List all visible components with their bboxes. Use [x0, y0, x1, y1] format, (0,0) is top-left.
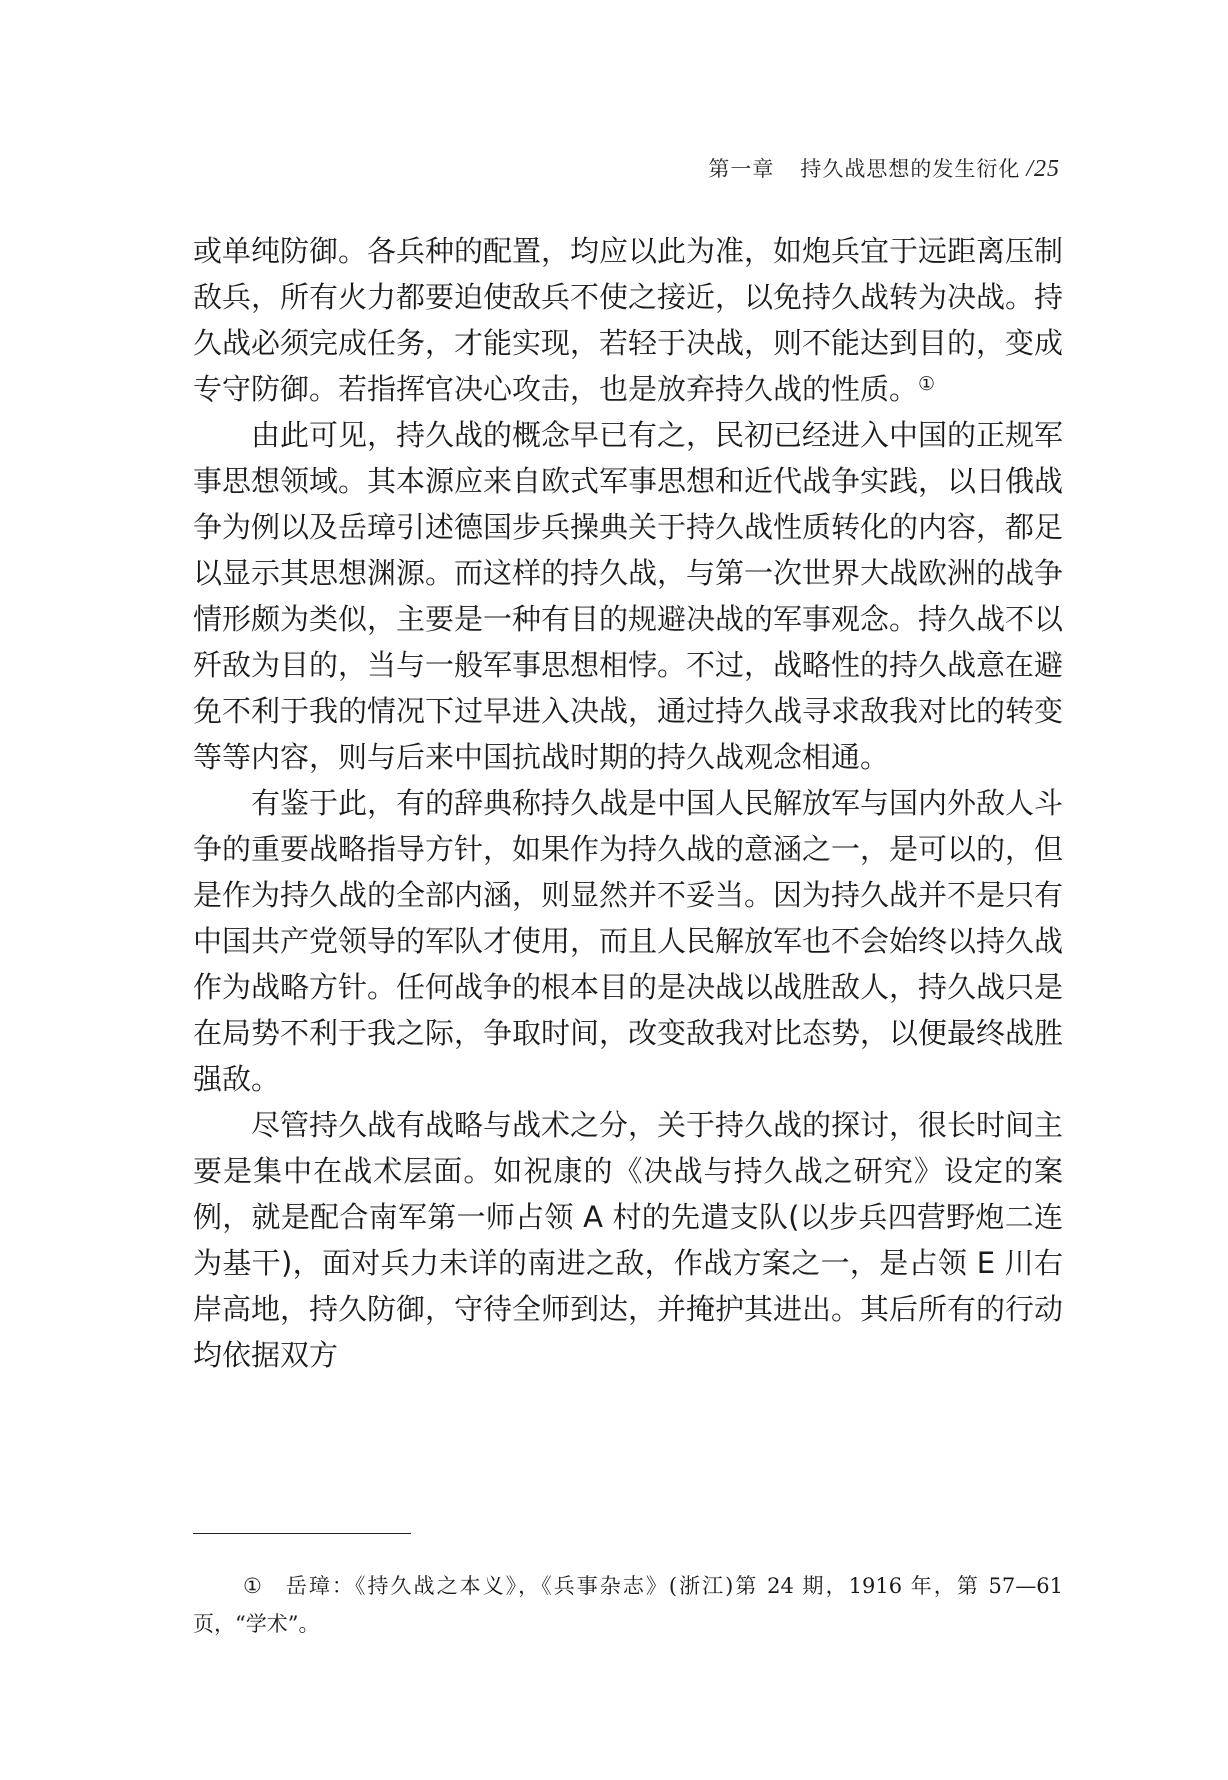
body-text: [193, 228, 1063, 1378]
running-head: [708, 153, 1060, 183]
footnote-mark: ①: [243, 1574, 264, 1598]
paragraph: 尽管持久战有战略与战术之分，关于持久战的探讨，很长时间主要是集中在战术层面。如祝康的《决战与持久战之研究》设定的案例，就是配合南军第一师占领 A 村的先遣支队(以步兵四营野炮二连为基干)，面对兵力未详的南进之敌，作战方案之一，是占领 E 川右岸高地，持久防御，守待全师到达，并掩护其进出。其后所有的行动均依据双方: [193, 1108, 1064, 1372]
footnote-reference[interactable]: ①: [918, 373, 936, 395]
footnote-divider: [193, 1533, 411, 1534]
paragraph: 有鉴于此，有的辞典称持久战是中国人民解放军与国内外敌人斗争的重要战略指导方针，如果作为持久战的意涵之一，是可以的，但是作为持久战的全部内涵，则显然并不妥当。因为持久战并不是只有中国共产党领导的军队才使用，而且人民解放军也不会始终以持久战作为战略方针。任何战争的根本目的是决战以战胜敌人，持久战只是在局势不利于我之际，争取时间，改变敌我对比态势，以便最终战胜强敌。: [193, 786, 1064, 1096]
footnotes: [193, 1567, 1063, 1643]
footnote: [193, 1567, 1063, 1643]
chapter-title: 持久战思想的发生衍化: [800, 157, 1021, 181]
chapter-label: 第一章: [708, 157, 775, 181]
paragraph-text: 或单纯防御。各兵种的配置，均应以此为准，如炮兵宜于远距离压制敌兵，所有火力都要迫使敌兵不使之接近，以免持久战转为决战。持久战必须完成任务，才能实现，若轻于决战，则不能达到目的，变成专守防御。若指挥官决心攻击，也是放弃持久战的性质。: [193, 234, 1064, 406]
paragraph: [193, 228, 1063, 412]
footnote-text: 岳璋：《持久战之本义》，《兵事杂志》(浙江)第 24 期，1916 年，第 57—61 页，“学术”。: [193, 1574, 1063, 1636]
page-number: /25: [1026, 156, 1060, 182]
paragraph: 由此可见，持久战的概念早已有之，民初已经进入中国的正规军事思想领域。其本源应来自欧式军事思想和近代战争实践，以日俄战争为例以及岳璋引述德国步兵操典关于持久战性质转化的内容，都足以显示其思想渊源。而这样的持久战，与第一次世界大战欧洲的战争情形颇为类似，主要是一种有目的规避决战的军事观念。持久战不以歼敌为目的，当与一般军事思想相悖。不过，战略性的持久战意在避免不利于我的情况下过早进入决战，通过持久战寻求敌我对比的转变等等内容，则与后来中国抗战时期的持久战观念相通。: [193, 418, 1064, 774]
